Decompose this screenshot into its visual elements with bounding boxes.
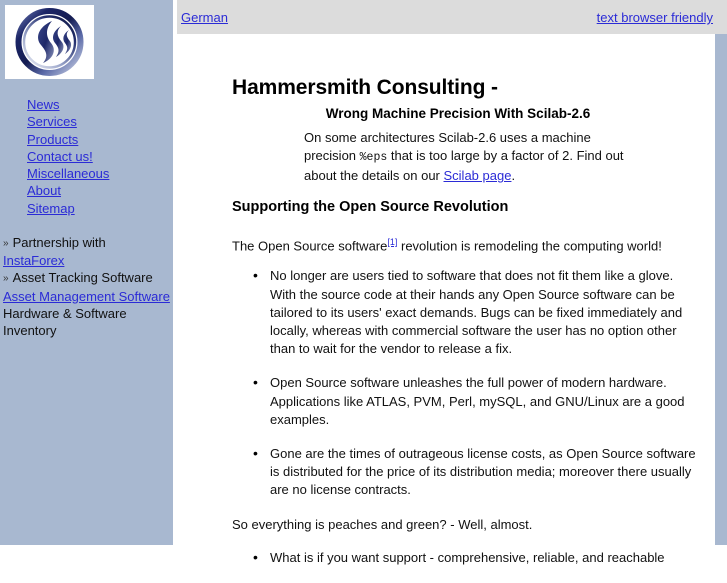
right-edge-strip (715, 0, 727, 545)
partner-item-2 (3, 269, 171, 287)
partner-2-link[interactable]: Asset Management Software (3, 288, 170, 304)
footnote-link-1[interactable]: [1] (387, 237, 398, 247)
intro-part1: The Open Source software (232, 238, 388, 254)
partner-2-text: Asset Tracking Software (12, 270, 153, 286)
sidebar-item-services[interactable]: Services (27, 114, 77, 130)
sidebar-item-about[interactable]: About (27, 183, 61, 199)
news-body-part2: that is too large by a factor of 2. Find out about the details on our (304, 148, 624, 184)
sidebar-nav (27, 96, 167, 217)
footnote-marker (387, 236, 397, 248)
guillemet-icon: » (3, 238, 9, 249)
intro-paragraph (232, 233, 704, 255)
news-heading: Wrong Machine Precision With Scilab-2.6 (325, 106, 591, 121)
news-box (232, 106, 684, 186)
benefits-list (232, 267, 704, 499)
mid-paragraph: So everything is peaches and green? - Well, almost. (232, 516, 533, 532)
partner-2-wrap (3, 289, 170, 338)
sidebar-item-products[interactable]: Products (27, 131, 79, 147)
sidebar-item-contact-us[interactable]: Contact us! (27, 148, 93, 164)
open-source-section (232, 199, 704, 583)
top-bar (177, 0, 727, 34)
partner-1-link[interactable]: InstaForex (3, 253, 65, 269)
language-link-german[interactable]: German (181, 10, 228, 25)
hammersmith-flame-logo-icon (5, 5, 94, 79)
list-item: • Open Source software unleashes the full power of modern hardware. Applications like ATLAS, PVM, Perl, mySQL, and GNU/Linux are a good examples. (270, 374, 704, 429)
partner-2-tail: Hardware & Software Inventory (3, 305, 127, 339)
partner-item-1 (3, 234, 171, 252)
news-body (304, 129, 634, 186)
guillemet-icon-2: » (3, 273, 9, 285)
list-item: • What is if you want support - comprehensive, reliable, and reachable (270, 549, 704, 567)
sidebar-item-sitemap[interactable]: Sitemap (27, 200, 75, 216)
section-heading: Supporting the Open Source Revolution (232, 199, 509, 215)
sidebar-item-miscellaneous[interactable]: Miscellaneous (27, 166, 110, 182)
news-body-part1: On some architectures Scilab-2.6 uses a machine precision (304, 130, 591, 164)
partner-1-text: Partnership with (12, 235, 106, 250)
list-item: • No longer are users tied to software that does not fit them like a glove. With the source code at their hands any Open Source software can be tailored to its users' exact demands. Bugs can be fixed immediately and locally, whereas with commercial software the user has no option other than to wait for the vendor to release a fix. (270, 267, 704, 358)
caveats-list (232, 549, 704, 567)
intro-part2: revolution is remodeling the computing world! (397, 238, 662, 254)
scilab-page-link[interactable]: Scilab page (443, 168, 512, 184)
news-body-part3: . (511, 168, 516, 184)
text-browser-friendly-link[interactable]: text browser friendly (596, 10, 713, 25)
site-logo[interactable] (5, 5, 94, 79)
sidebar-partners (3, 234, 171, 339)
sidebar (0, 0, 173, 545)
sidebar-item-news[interactable]: News (27, 97, 60, 112)
page-title: Hammersmith Consulting - (232, 76, 498, 100)
news-body-code: %eps (359, 151, 388, 165)
main-content (177, 34, 715, 565)
list-item: • Gone are the times of outrageous license costs, as Open Source software is distributed for the price of its distribution media; moreover there usually are no license contracts. (270, 445, 704, 500)
